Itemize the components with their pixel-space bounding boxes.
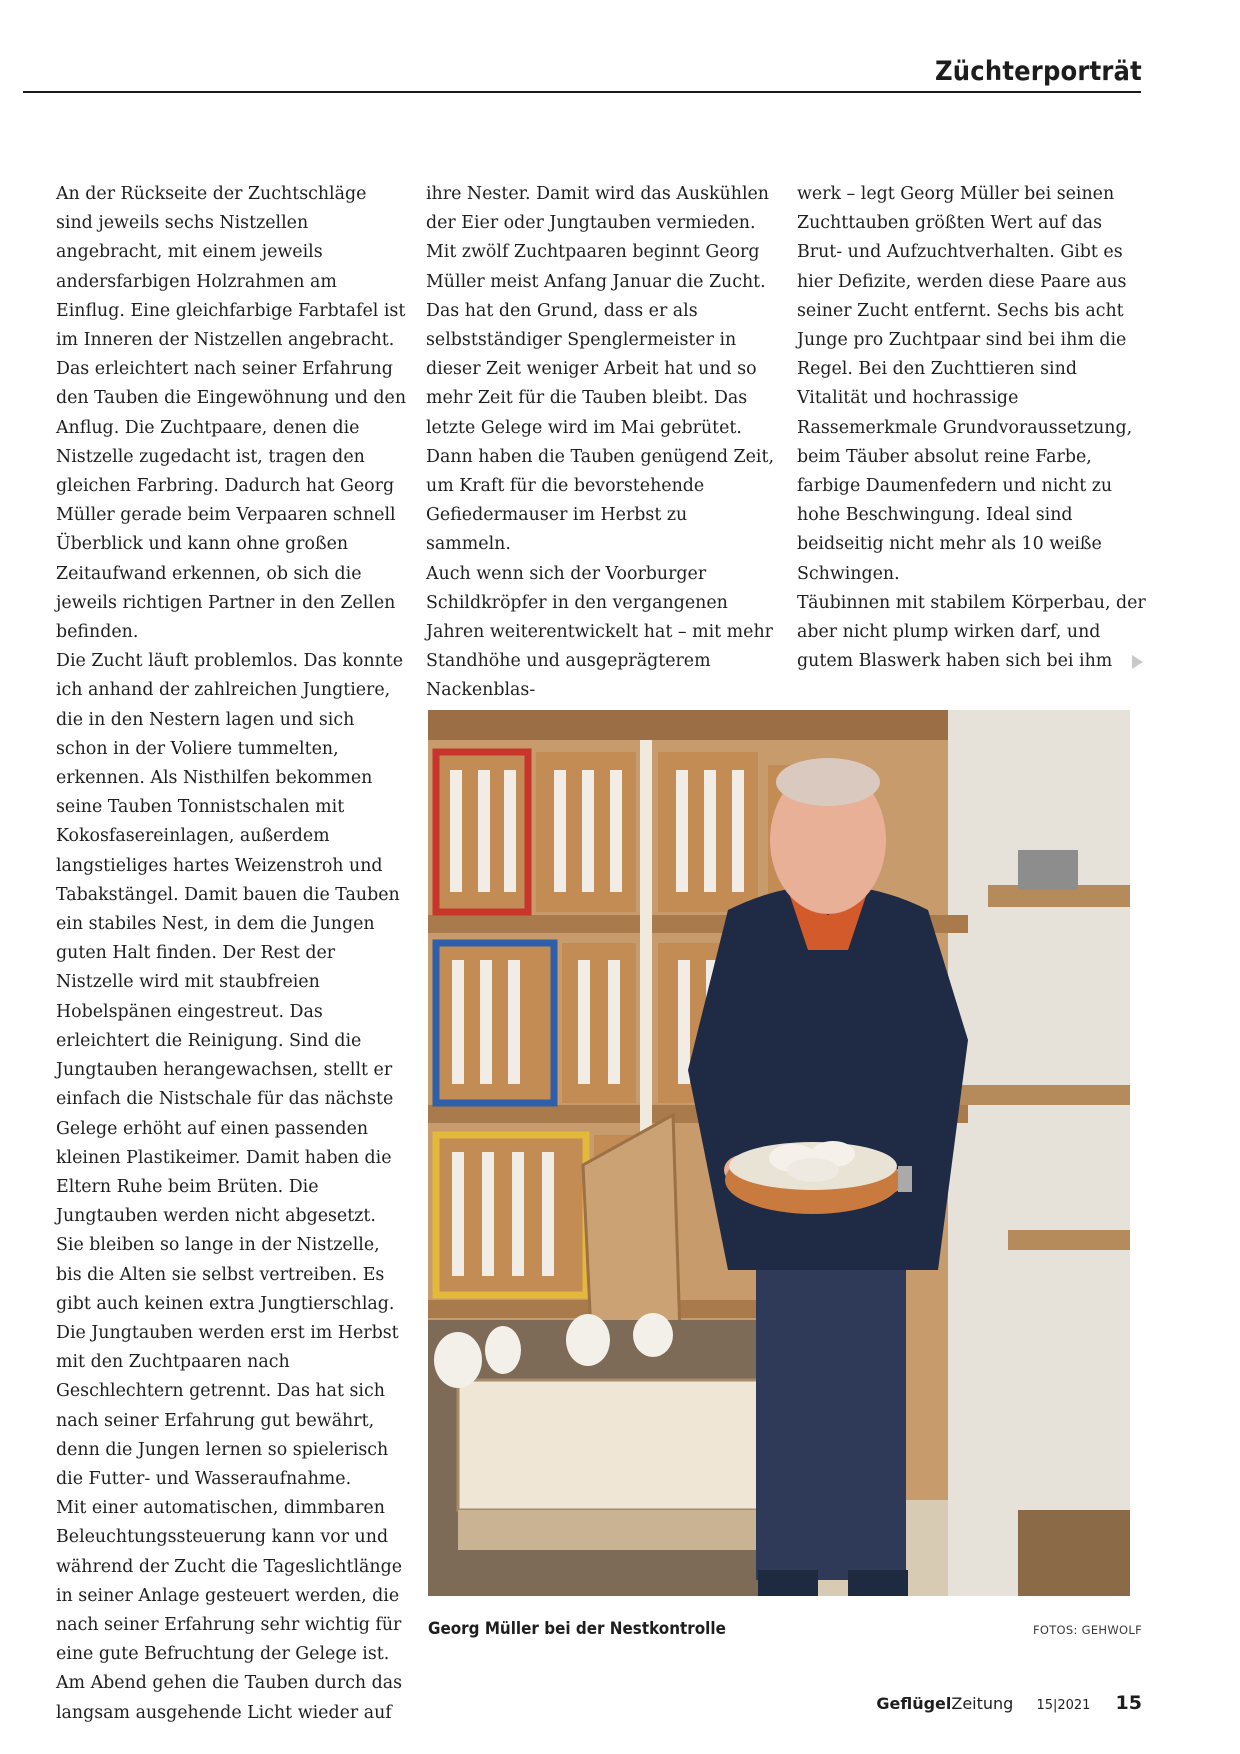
page-number: 15 xyxy=(1115,1692,1142,1714)
header-rule xyxy=(23,91,1141,93)
issue-number: 15|2021 xyxy=(1036,1698,1091,1713)
magazine-brand-light: Zeitung xyxy=(951,1694,1014,1713)
text-column-2 xyxy=(426,180,776,706)
page-footer xyxy=(876,1692,1142,1714)
text-column-1 xyxy=(56,180,408,1728)
paragraph: ihre Nester. Damit wird das Auskühlen der Eier oder Jungtauben vermieden. Mit zwölf Zuchtpaaren beginnt Georg Müller meist Anfang Januar die Zucht. Das hat den Grund, dass er als selbstständiger Spenglermeister in dieser Zeit weniger Arbeit hat und so mehr Zeit für die Tauben bleibt. Das letzte Gelege wird im Mai gebrütet. Dann haben die Tauben genügend Zeit, um Kraft für die bevorstehende Gefiedermauser im Herbst zu sammeln. xyxy=(426,184,775,555)
paragraph: An der Rückseite der Zuchtschläge sind jeweils sechs Nistzellen angebracht, mit einem jeweils andersfarbigen Holzrahmen am Einflug. Eine gleichfarbige Farbtafel ist im Inneren der Nistzellen angebracht. Das erleichtert nach seiner Erfahrung den Tauben die Eingewöhnung und den Anflug. Die Zuchtpaare, denen die Nistzelle zugedacht ist, tragen den gleichen Farbring. Dadurch hat Georg Müller gerade beim Verpaaren schnell Überblick und kann ohne großen Zeitaufwand erkennen, ob sich die jeweils richtigen Partner in den Zellen befinden. xyxy=(56,184,407,643)
photo-credit: FOTOS: GEHWOLF xyxy=(1032,1623,1142,1637)
article-photo xyxy=(428,710,1130,1596)
paragraph: Die Zucht läuft problemlos. Das konnte ich anhand der zahlreichen Jungtiere, die in den Nestern lagen und sich schon in der Voliere tummelten, erkennen. Als Nisthilfen bekommen seine Tauben Tonnistschalen mit Kokosfasereinlagen, außerdem langstieliges hartes Weizenstroh und Tabakstängel. Damit bauen die Tauben ein stabiles Nest, in dem die Jungen guten Halt finden. Der Rest der Nistzelle wird mit staubfreien Hobelspänen eingestreut. Das erleichtert die Reinigung. Sind die Jungtauben herangewachsen, stellt er einfach die Nistschale für das nächste Gelege erhöht auf einen passenden kleinen Plastikeimer. Damit haben die Eltern Ruhe beim Brüten. Die Jungtauben werden nicht abgesetzt. Sie bleiben so lange in der Nistzelle, bis die Alten sie selbst vertreiben. Es gibt auch keinen extra Jungtierschlag. Die Jungtauben werden erst im Herbst mit den Zuchtpaaren nach Geschlechtern getrennt. Das hat sich nach seiner Erfahrung gut bewährt, denn die Jungen lernen so spielerisch die Futter- und Wasseraufnahme. xyxy=(56,651,404,1489)
continue-arrow-icon xyxy=(1132,655,1143,669)
photo-caption: Georg Müller bei der Nestkontrolle xyxy=(428,1619,726,1638)
paragraph-text: Täubinnen mit stabilem Körperbau, der aber nicht plump wirken darf, und gutem Blaswerk haben sich bei ihm xyxy=(797,592,1146,672)
magazine-brand-bold: Geflügel xyxy=(876,1694,952,1713)
paragraph: Auch wenn sich der Voorburger Schildkröpfer in den vergangenen Jahren weiterentwickelt hat – mit mehr Standhöhe und ausgeprägterem Nackenblas- xyxy=(426,563,773,701)
section-title: Züchterporträt xyxy=(935,56,1142,87)
text-column-3 xyxy=(797,180,1147,676)
paragraph: werk – legt Georg Müller bei seinen Zuchttauben größten Wert auf das Brut- und Aufzuchtverhalten. Gibt es hier Defizite, werden diese Paare aus seiner Zucht entfernt. Sechs bis acht Junge pro Zuchtpaar sind bei ihm die Regel. Bei den Zuchttieren sind Vitalität und hochrassige Rassemerkmale Grundvoraussetzung, beim Täuber absolut reine Farbe, farbige Daumenfedern und nicht zu hohe Beschwingung. Ideal sind beidseitig nicht mehr als 10 weiße Schwingen. xyxy=(797,184,1133,584)
paragraph: Mit einer automatischen, dimmbaren Beleuchtungssteuerung kann vor und während der Zucht die Tageslichtlänge in seiner Anlage gesteuert werden, die nach seiner Erfahrung sehr wichtig für eine gute Befruchtung der Gelege ist. Am Abend gehen die Tauben durch das langsam ausgehende Licht wieder auf xyxy=(56,1498,403,1723)
paragraph xyxy=(797,589,1147,677)
